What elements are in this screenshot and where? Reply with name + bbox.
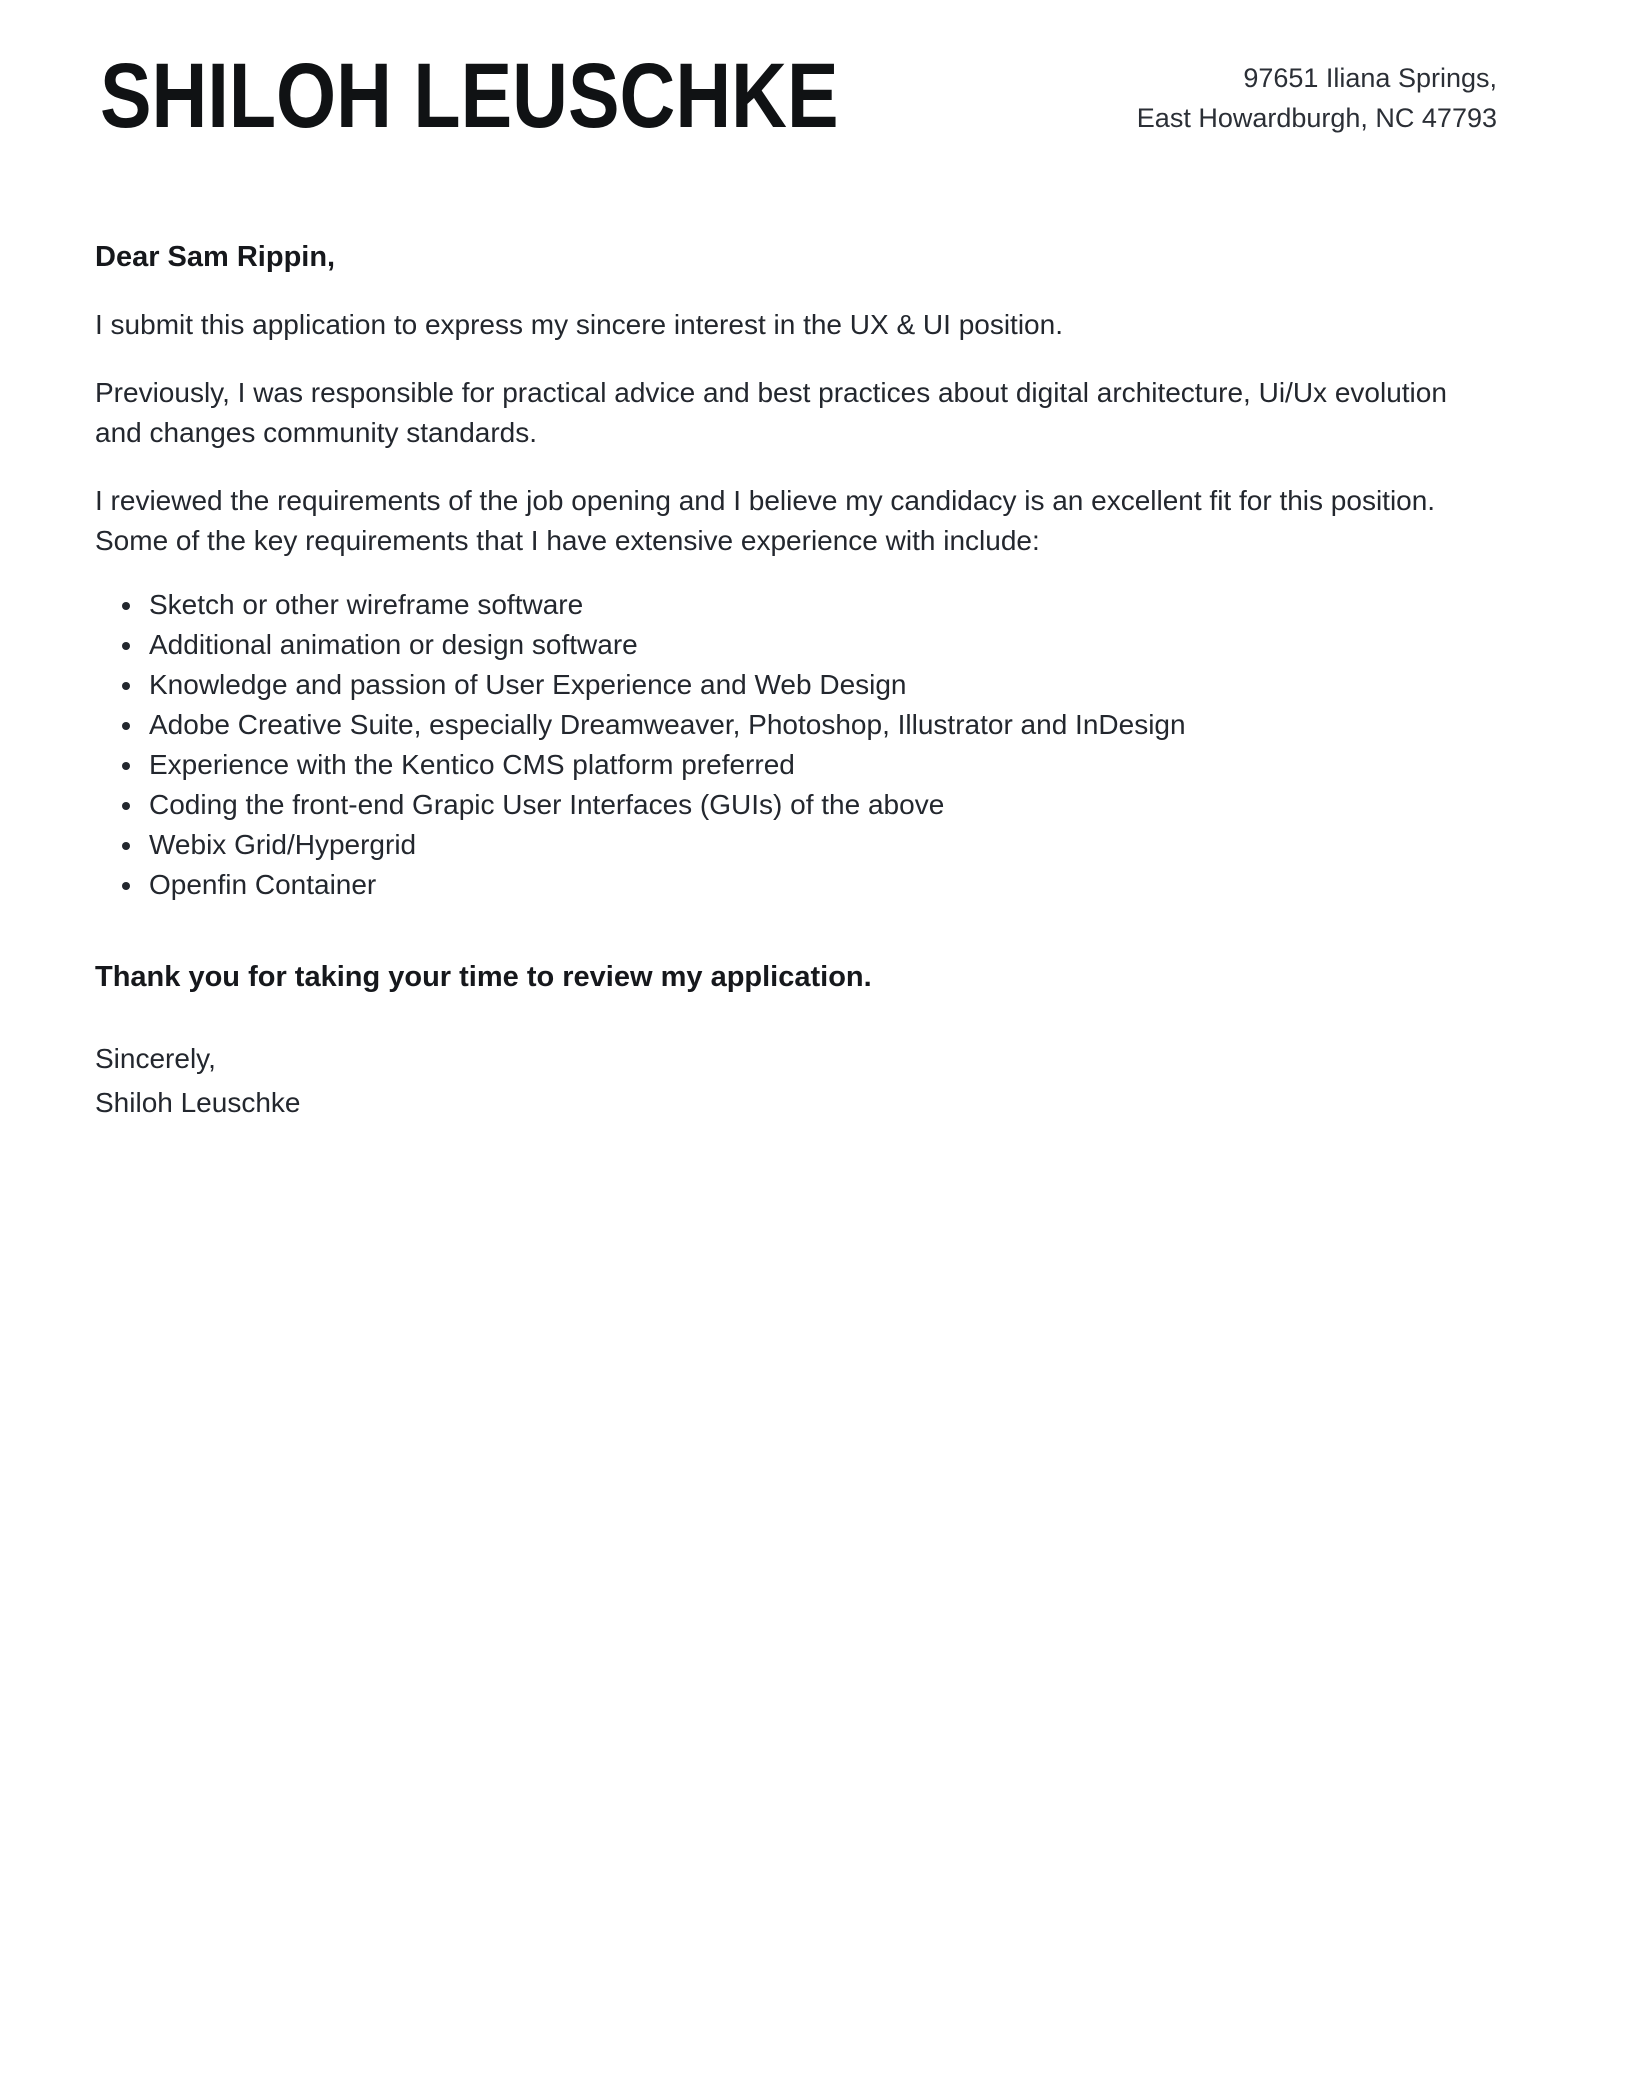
requirement-item: • Webix Grid/Hypergrid [145, 825, 1462, 865]
requirement-item: • Experience with the Kentico CMS platform preferred [145, 745, 1462, 785]
paragraph-requirements-lead: I reviewed the requirements of the job opening and I believe my candidacy is an excellent fit for this position. Some of the key requirements that I have extensive experience with include: [95, 484, 1436, 556]
requirement-item: • Openfin Container [145, 865, 1462, 905]
requirement-item: • Adobe Creative Suite, especially Dreamweaver, Photoshop, Illustrator and InDesign [145, 705, 1462, 745]
requirement-item: • Sketch or other wireframe software [145, 585, 1462, 625]
requirements-list [95, 585, 1462, 905]
paragraph-intro: I submit this application to express my sincere interest in the UX & UI position. [95, 308, 1063, 340]
letter-body [0, 237, 1632, 1125]
requirement-item: • Additional animation or design software [145, 625, 1462, 665]
applicant-name-heading: SHILOH LEUSCHKE [100, 45, 839, 147]
signoff: Sincerely, [95, 1042, 216, 1074]
closing-thanks: Thank you for taking your time to review my application. [95, 960, 872, 993]
signoff-block [95, 1037, 1462, 1125]
signature-name: Shiloh Leuschke [95, 1086, 301, 1118]
paragraph-experience: Previously, I was responsible for practical advice and best practices about digital architecture, Ui/Ux evolution and changes community standards. [95, 376, 1447, 448]
applicant-address [1137, 48, 1497, 138]
requirement-item: • Knowledge and passion of User Experience and Web Design [145, 665, 1462, 705]
letter-header [0, 0, 1632, 145]
requirement-item: • Coding the front-end Grapic User Interfaces (GUIs) of the above [145, 785, 1462, 825]
address-line-1: 97651 Iliana Springs, [1243, 63, 1497, 93]
address-line-2: East Howardburgh, NC 47793 [1136, 103, 1497, 133]
salutation: Dear Sam Rippin, [95, 240, 336, 273]
